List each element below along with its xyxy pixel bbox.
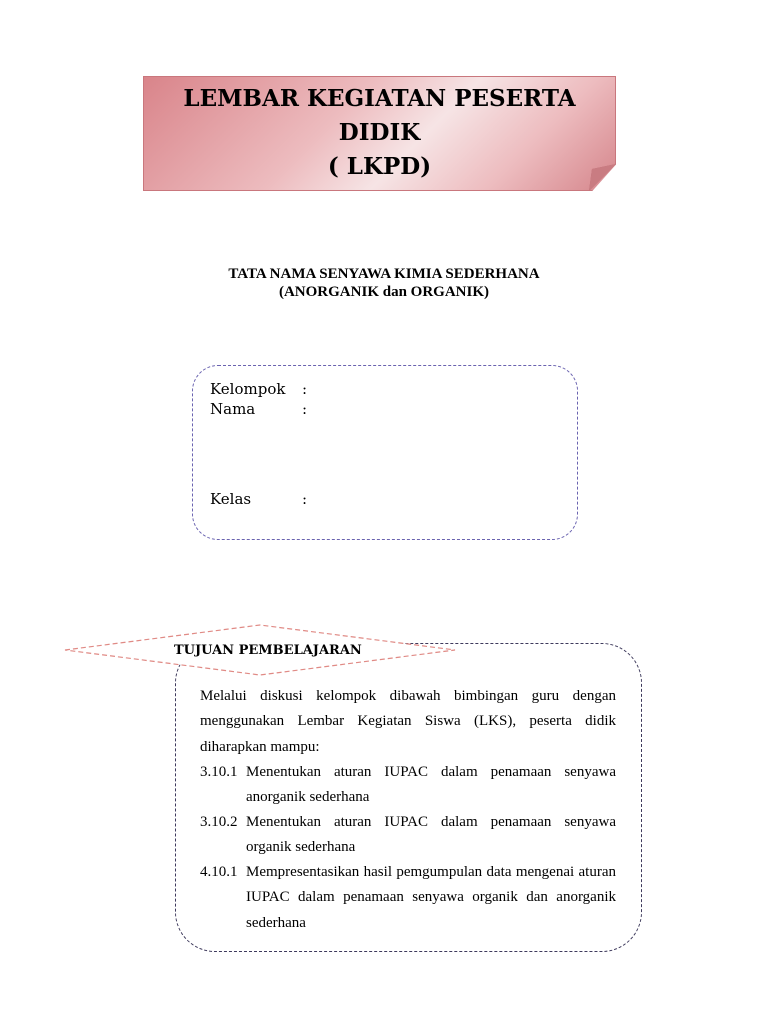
objective-text: Mempresentasikan hasil pemgumpulan data mengenai aturan IUPAC dalam penamaan senyawa organik dan anorganik sederhana [246, 864, 616, 931]
objective-text: Menentukan aturan IUPAC dalam penamaan senyawa anorganik sederhana [246, 764, 616, 806]
objectives-intro: Melalui diskusi kelompok dibawah bimbingan guru dengan menggunakan Lembar Kegiatan Siswa (LKS), peserta didik diharapkan mampu: [200, 688, 616, 755]
identity-label: Kelompok [210, 380, 286, 398]
identity-row-nama [210, 400, 307, 419]
identity-separator: : [302, 380, 308, 398]
identity-row-kelas [210, 490, 307, 509]
objective-number: 3.10.1 [200, 764, 238, 780]
identity-label: Nama [210, 400, 256, 418]
topic-title-line1: TATA NAMA SENYAWA KIMIA SEDERHANA [228, 266, 540, 282]
topic-title [150, 265, 618, 301]
identity-label: Kelas [210, 490, 252, 508]
identity-row-kelompok [210, 380, 307, 399]
objective-number: 4.10.1 [200, 864, 238, 880]
document-title-line2: ( LKPD) [327, 153, 432, 180]
identity-separator: : [302, 400, 308, 418]
topic-title-line2: (ANORGANIK dan ORGANIK) [278, 284, 489, 300]
objective-number: 3.10.2 [200, 814, 238, 830]
document-title [143, 82, 616, 184]
objective-item [200, 860, 616, 936]
objective-item [200, 810, 616, 861]
identity-separator: : [302, 490, 308, 508]
objective-item [200, 760, 616, 811]
document-title-line1: LEMBAR KEGIATAN PESERTA DIDIK [183, 85, 576, 146]
objective-text: Menentukan aturan IUPAC dalam penamaan senyawa organik sederhana [246, 814, 616, 856]
objectives-heading: TUJUAN PEMBELAJARAN [174, 643, 362, 658]
